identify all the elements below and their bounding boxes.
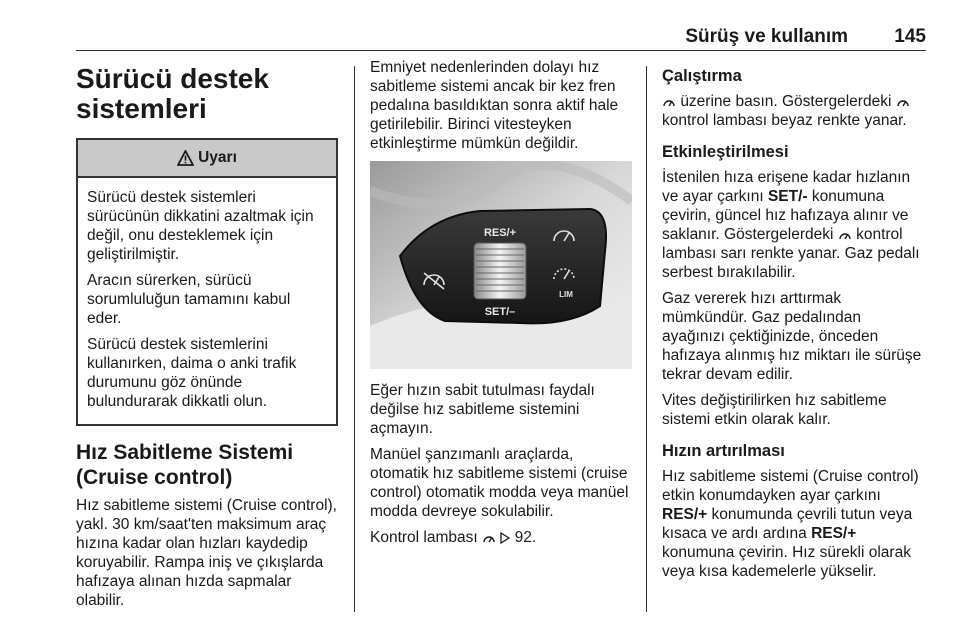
- control-lamp-text: Kontrol lambası: [370, 529, 478, 546]
- cruise-lamp-icon: [838, 229, 852, 241]
- activation-text-b: konumuna çevirin, güncel hız hafızaya alınır ve saklanır. Göstergelerdeki: [662, 188, 909, 243]
- increase-speed-heading: Hızın artırılması: [662, 442, 785, 460]
- operation-text-a: üzerine basın. Göstergelerdeki: [680, 93, 892, 110]
- page-reference-icon: [500, 532, 510, 544]
- disable-paragraph: Eğer hızın sabit tutulması faydalı değilse hız sabitleme sistemini açmayın.: [370, 382, 595, 437]
- res-keyword: RES/+: [662, 506, 708, 523]
- operation-text-b: kontrol lambası beyaz renkte yanar.: [662, 112, 907, 129]
- activation-heading: Etkinleştirilmesi: [662, 143, 789, 161]
- steering-wheel-controls-photo: [370, 161, 632, 369]
- warning-body: [78, 178, 336, 424]
- cruise-lamp-icon: [482, 532, 496, 544]
- gear-change-paragraph: Vites değiştirilirken hız sabitleme sistemi etkin olarak kalır.: [662, 392, 887, 428]
- column-2: [370, 58, 632, 554]
- increase-text-c: konumuna çevirin. Hız sürekli olarak veya kısa kademelerle yükselir.: [662, 544, 911, 580]
- column-3: [662, 58, 926, 588]
- cruise-lamp-icon: [896, 96, 910, 108]
- activation-text-c: kontrol lambası sarı renkte yanar. Gaz pedalı serbest bırakılabilir.: [662, 226, 920, 281]
- section-title-line2: sistemleri: [76, 93, 207, 124]
- activation-paragraph: [662, 168, 926, 282]
- cruise-intro-paragraph: Hız sabitleme sistemi (Cruise control), yakl. 30 km/saat'ten maksimum araç hızına kadar olan hızları kaydedip koruyabilir. Rampa iniş ve çıkışlarda hafızaya alınan hızda sapmalar olabilir.: [76, 497, 337, 609]
- res-label: RES/+: [483, 227, 517, 239]
- cruise-control-heading: [76, 440, 338, 490]
- page-header: [76, 26, 926, 50]
- column-divider-1: [354, 66, 355, 612]
- increase-speed-paragraph: [662, 467, 926, 581]
- cruise-heading-line2: (Cruise control): [76, 466, 233, 489]
- warning-title: Uyarı: [198, 149, 237, 166]
- page-reference-number: 92.: [514, 529, 537, 546]
- safety-paragraph: Emniyet nedenlerinden dolayı hız sabitleme sistemi ancak bir kez fren pedalına basıldıktan sonra aktif hale getirilebilir. Birinci vitesteyken etkinleştirme mümkün değildir.: [370, 59, 619, 152]
- increase-text-a: Hız sabitleme sistemi (Cruise control) etkin konumdayken ayar çarkını: [662, 468, 919, 504]
- warning-box: [76, 138, 338, 426]
- activation-text-a: İstenilen hıza erişene kadar hızlanın ve ayar çarkını: [662, 169, 911, 205]
- page-number: 145: [894, 26, 926, 47]
- lim-label: LIM: [559, 290, 573, 299]
- cruise-button-icon: [662, 96, 676, 108]
- cruise-heading-line1: Hız Sabitleme Sistemi: [76, 441, 294, 464]
- manual-transmission-paragraph: Manüel şanzımanlı araçlarda, otomatik hız sabitleme sistemi (cruise control) otomatik modda veya manüel modda devreye sokulabilir.: [370, 446, 629, 520]
- set-label: SET/–: [484, 306, 516, 318]
- control-lamp-reference: [370, 528, 632, 547]
- res-keyword: RES/+: [811, 525, 857, 542]
- section-title-line1: Sürücü destek: [76, 63, 269, 94]
- header-title: Sürüş ve kullanım: [685, 26, 848, 47]
- set-keyword: SET/-: [767, 188, 808, 205]
- column-divider-2: [646, 66, 647, 612]
- warning-icon: [177, 150, 194, 166]
- warning-paragraph: Sürücü destek sistemleri sürücünün dikkatini azaltmak için değil, onu desteklemek için geliştirilmiştir.: [87, 189, 314, 263]
- column-1: [76, 58, 338, 617]
- warning-header: [78, 140, 336, 178]
- section-title: [76, 64, 338, 124]
- operation-heading: Çalıştırma: [662, 67, 742, 85]
- increase-text-b: konumunda çevrili tutun veya kısaca ve ardı ardına: [662, 506, 913, 542]
- warning-paragraph: Aracın sürerken, sürücü sorumluluğun tamamını kabul eder.: [87, 272, 291, 327]
- operation-paragraph: [662, 92, 926, 130]
- acceleration-paragraph: Gaz vererek hızı arttırmak mümkündür. Gaz pedalından ayağınızı çektiğinizde, önceden hafızaya alınmış hız miktarı ile sürüşe tekrar devam edilir.: [662, 290, 922, 383]
- header-rule: [76, 50, 926, 51]
- warning-paragraph: Sürücü destek sistemlerini kullanırken, daima o anki trafik durumunu göz önünde bulundurarak dikkatli olun.: [87, 336, 297, 410]
